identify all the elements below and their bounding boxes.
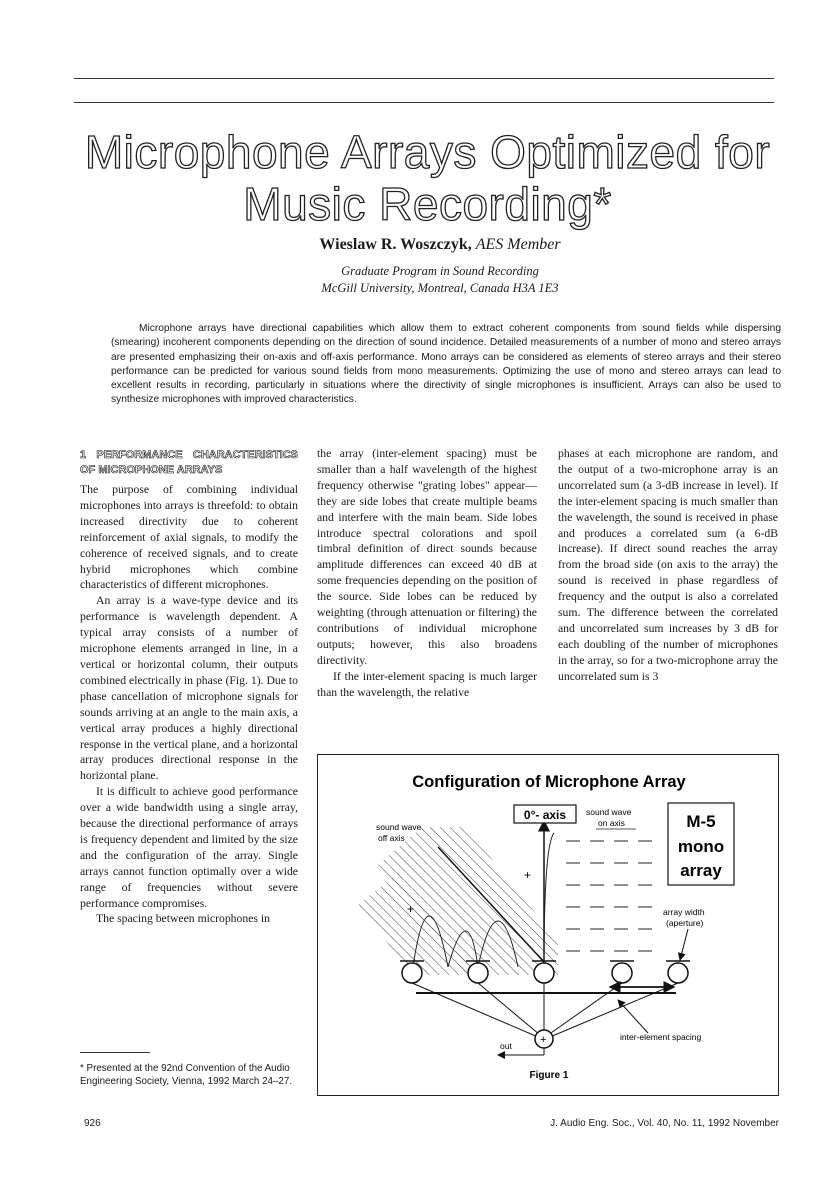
on-axis-wavefronts xyxy=(566,841,658,951)
journal-reference: J. Audio Eng. Soc., Vol. 40, No. 11, 1992 November xyxy=(550,1118,779,1129)
array-label-m5: M-5 xyxy=(686,812,716,831)
paragraph: phases at each microphone are random, and the output of a two-microphone array is an uncorrelated sum (a 3-dB increase in level). If the inter-element spacing is much smaller than the wavelength, the sound is received in phase and produces a correlated sum (a 6-dB increase). If direct sound reaches the array from the broad side (on axis to the array) the sound is received in phase regardless of frequency and the output is also a correlated sum. The difference between the correlated and uncorrelated sum increases by 3 dB for each doubling of the number of microphones in the array, so for a two-microphone array the uncorrelated sum is 3 xyxy=(558,447,778,683)
text-column-3 xyxy=(558,446,778,685)
author-name: Wieslaw R. Woszczyk, xyxy=(319,236,472,253)
on-axis-label-1: sound wave xyxy=(586,807,632,817)
array-label-array: array xyxy=(680,861,722,880)
top-rule-1 xyxy=(74,78,774,79)
page-number: 926 xyxy=(84,1118,101,1129)
array-width-label-2: (aperture) xyxy=(666,918,704,928)
off-axis-label-2: off axis xyxy=(378,833,405,843)
text-column-1 xyxy=(80,446,298,927)
inter-element-spacing-label: inter-element spacing xyxy=(620,1032,702,1042)
text-column-2 xyxy=(317,446,537,701)
footnote-rule xyxy=(80,1052,150,1053)
array-diagram xyxy=(318,755,780,1097)
on-axis-label-2: on axis xyxy=(598,818,625,828)
paragraph: It is difficult to achieve good performance over a wide bandwidth using a single array, because the directional performance of arrays is frequency dependent and limited by the size and the configuration of the array. Single arrays cannot function optimally over a wide range of frequencies without severe performance compromises. xyxy=(80,785,298,910)
paragraph: The purpose of combining individual microphones into arrays is threefold: to obtain increased directivity due to coherent reinforcement of axial signals, to modify the coherence of received signals, and to create hybrid microphones which combine characteristics of different microphones. xyxy=(80,483,298,592)
figure-caption: Figure 1 xyxy=(529,1070,569,1081)
paragraph: If the inter-element spacing is much larger than the wavelength, the relative xyxy=(317,669,537,699)
paper-title: Microphone Arrays Optimized for Music Recording* xyxy=(84,126,771,230)
paragraph: An array is a wave-type device and its performance is wavelength dependent. A typical array consists of a number of microphone elements arranged in line, in a vertical or horizontal column, their outputs combined electrically in phase (Fig. 1). Due to phase cancellation of microphone signals for sounds arriving at an angle to the main axis, a vertical array produces a highly directional response in the vertical plane, and a horizontal array produces directional response in the horizontal plane. xyxy=(80,594,298,783)
abstract: Microphone arrays have directional capabilities which allow them to extract coherent components from sound fields while dispersing (smearing) incoherent components depending on the direction of sound incidence. Detailed measurements of a number of mono and stereo arrays are presented emphasizing their on-axis and off-axis performance. Mono arrays can be considered as elements of stereo arrays and their stereo performance can be predicted for various sound fields from mono measurements. Optimizing the use of mono and stereo arrays can lead to excellent results in recording, particularly in situations where the directivity of single microphones is insufficient. Arrays can also be used to synthesize microphones with improved characteristics. xyxy=(111,323,781,406)
section-heading: 1 PERFORMANCE CHARACTERISTICS OF MICROPHONE ARRAYS xyxy=(80,449,298,476)
array-label-mono: mono xyxy=(677,837,725,856)
affiliation-line-1: Graduate Program in Sound Recording xyxy=(341,264,539,278)
author-membership: AES Member xyxy=(475,236,561,253)
affiliation-line-2: McGill University, Montreal, Canada H3A 1E3 xyxy=(321,281,559,295)
array-width-label-1: array width xyxy=(663,907,705,917)
top-rule-2 xyxy=(74,102,774,103)
sum-plus: + xyxy=(540,1034,547,1046)
off-axis-label-1: sound wave xyxy=(376,822,422,832)
out-label: out xyxy=(500,1041,512,1051)
author-line xyxy=(60,236,820,254)
paragraph: The spacing between microphones in xyxy=(96,912,270,926)
figure-title: Configuration of Microphone Array xyxy=(412,773,686,791)
footnote: * Presented at the 92nd Convention of the Audio Engineering Society, Vienna, 1992 March 24–27. xyxy=(80,1063,293,1087)
summing-lines xyxy=(412,983,678,1037)
plus-sign: + xyxy=(407,902,415,916)
paragraph: the array (inter-element spacing) must be smaller than a half wavelength of the highest frequency otherwise "grating lobes" appear—they are side lobes that create multiple beams and interfere with the main beam. Side lobes introduce spectral colorations and spoil timbral definition of direct sounds because amplitude differences can exceed 40 dB at some frequencies depending on the position of the source. Side lobes can be reduced by weighting (through attenuation or filtering) the contributions of individual microphone outputs; however, this also broadens directivity. xyxy=(317,447,537,667)
figure-1 xyxy=(317,754,779,1096)
plus-sign: + xyxy=(524,868,532,882)
zero-axis-label: 0°- axis xyxy=(523,808,567,822)
